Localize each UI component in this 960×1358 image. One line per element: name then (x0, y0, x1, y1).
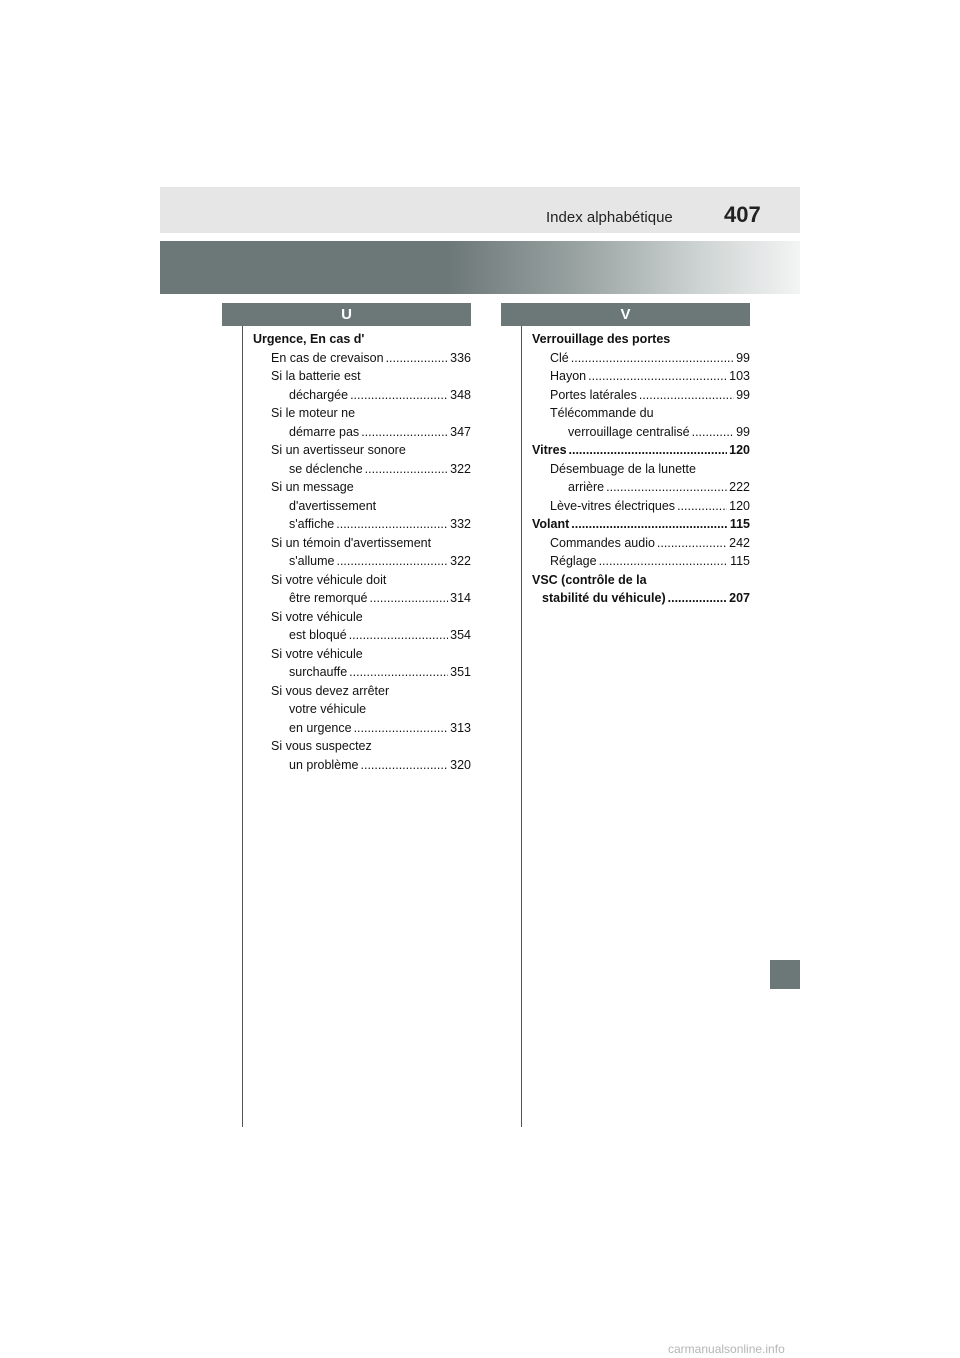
page-reference[interactable]: 103 (729, 369, 750, 383)
index-term: Si vous devez arrêter (271, 683, 390, 698)
page-reference[interactable]: 314 (450, 591, 471, 605)
index-term: se déclenche (289, 461, 363, 476)
page-reference[interactable]: 207 (729, 591, 750, 605)
index-entry (253, 367, 471, 386)
index-entry (253, 534, 471, 553)
index-entry (253, 478, 471, 497)
index-entry (532, 386, 750, 405)
index-term: verrouillage centralisé (568, 424, 690, 439)
index-entry (532, 552, 750, 571)
index-entry (532, 571, 750, 590)
page-reference[interactable]: 242 (729, 535, 750, 550)
index-entry (253, 460, 471, 479)
index-entry (253, 608, 471, 627)
index-term: Si votre véhicule (271, 609, 363, 624)
dot-leader (365, 460, 448, 479)
index-entry (253, 700, 471, 719)
index-term: Hayon (550, 369, 587, 383)
section-header-v: V (501, 303, 750, 326)
page-reference[interactable]: 120 (729, 443, 750, 457)
index-term: stabilité du véhicule) (542, 591, 666, 605)
index-entry (253, 737, 471, 756)
index-entry (532, 460, 750, 479)
index-term: Si un message (271, 480, 354, 494)
index-entry (253, 497, 471, 516)
page-reference[interactable]: 115 (729, 517, 750, 531)
dot-leader (349, 663, 448, 682)
index-entry (253, 682, 471, 701)
dot-leader (571, 349, 734, 368)
index-term: Urgence, En cas d' (253, 332, 365, 346)
chapter-tab-marker (770, 960, 800, 989)
dot-leader (569, 441, 728, 460)
index-entry (532, 367, 750, 386)
page-reference[interactable]: 354 (450, 628, 471, 642)
dot-leader (370, 589, 449, 608)
dot-leader (361, 423, 448, 442)
index-entry (532, 441, 750, 460)
index-term: arrière (568, 480, 605, 494)
dot-leader (336, 552, 448, 571)
index-entry (253, 571, 471, 590)
index-entry (532, 478, 750, 497)
index-entry (532, 404, 750, 423)
index-term: Clé (550, 350, 569, 365)
index-term: Réglage (550, 554, 597, 568)
index-entry (532, 423, 750, 442)
page-reference[interactable]: 347 (450, 424, 471, 439)
index-term: Commandes audio (550, 535, 655, 550)
index-term: Si votre véhicule (271, 646, 363, 661)
page-reference[interactable]: 351 (450, 665, 471, 679)
page-reference[interactable]: 322 (450, 554, 471, 568)
page-title: Index alphabétique (546, 209, 673, 226)
index-term: est bloqué (289, 628, 347, 642)
index-entry (253, 663, 471, 682)
index-term: s'allume (289, 554, 335, 568)
watermark: carmanualsonline.info (668, 1342, 785, 1356)
index-term: être remorqué (289, 591, 368, 605)
dot-leader (354, 719, 449, 738)
index-term: s'affiche (289, 517, 335, 531)
page-reference[interactable]: 336 (450, 350, 471, 365)
page-reference[interactable]: 99 (736, 387, 750, 402)
index-term: Lève-vitres électriques (550, 498, 676, 513)
section-header-u: U (222, 303, 471, 326)
decorative-banner (160, 241, 800, 294)
dot-leader (692, 423, 735, 442)
dot-leader (657, 534, 727, 553)
page-reference[interactable]: 99 (736, 350, 750, 365)
dot-leader (350, 386, 448, 405)
dot-leader (349, 626, 448, 645)
index-column-u (253, 330, 471, 774)
index-entry (253, 589, 471, 608)
index-entry (253, 330, 471, 349)
page-reference[interactable]: 120 (729, 498, 750, 513)
header-bar (160, 187, 800, 233)
index-entry (253, 626, 471, 645)
index-entry (532, 497, 750, 516)
index-term: en urgence (289, 720, 352, 735)
dot-leader (361, 756, 449, 775)
page-reference[interactable]: 99 (736, 424, 750, 439)
index-entry (532, 330, 750, 349)
dot-leader (639, 386, 734, 405)
page-reference[interactable]: 313 (450, 720, 471, 735)
page-reference[interactable]: 348 (450, 387, 471, 402)
index-term: VSC (contrôle de la (532, 572, 647, 587)
index-term: Si votre véhicule doit (271, 572, 387, 587)
dot-leader (571, 515, 728, 534)
index-entry (253, 756, 471, 775)
index-term: déchargée (289, 387, 349, 402)
dot-leader (386, 349, 449, 368)
page-reference[interactable]: 322 (450, 461, 471, 476)
index-term: En cas de crevaison (271, 350, 384, 365)
dot-leader (336, 515, 448, 534)
index-term: Télécommande du (550, 406, 654, 420)
index-entry (532, 534, 750, 553)
index-entry (253, 441, 471, 460)
index-term: démarre pas (289, 424, 360, 439)
index-term: votre véhicule (289, 702, 367, 716)
index-entry (253, 552, 471, 571)
index-term: Si un avertisseur sonore (271, 443, 406, 457)
page-reference[interactable]: 115 (730, 554, 750, 568)
dot-leader (677, 497, 727, 516)
index-entry (253, 404, 471, 423)
page-reference[interactable]: 332 (450, 517, 471, 531)
index-term: surchauffe (289, 665, 348, 679)
dot-leader (668, 589, 728, 608)
index-term: Si vous suspectez (271, 739, 372, 753)
page-number: 407 (724, 202, 761, 227)
index-column-v (532, 330, 750, 608)
page-reference[interactable]: 320 (450, 757, 471, 772)
dot-leader (606, 478, 727, 497)
dot-leader (588, 367, 727, 386)
index-entry (532, 349, 750, 368)
index-entry (253, 349, 471, 368)
index-entry (253, 423, 471, 442)
index-term: Vitres (532, 443, 567, 457)
index-entry (253, 515, 471, 534)
index-entry (253, 386, 471, 405)
column-divider-v (521, 326, 522, 1127)
page-reference[interactable]: 222 (729, 480, 750, 494)
index-term: Si la batterie est (271, 369, 361, 383)
index-entry (532, 515, 750, 534)
dot-leader (599, 552, 728, 571)
index-entry (253, 719, 471, 738)
column-divider-u (242, 326, 243, 1127)
index-term: Désembuage de la lunette (550, 461, 696, 476)
index-term: Si un témoin d'avertissement (271, 535, 432, 550)
index-term: Volant (532, 517, 570, 531)
index-term: Verrouillage des portes (532, 332, 671, 346)
index-term: Si le moteur ne (271, 406, 356, 420)
index-term: d'avertissement (289, 498, 377, 513)
index-entry (253, 645, 471, 664)
index-term: un problème (289, 757, 359, 772)
index-term: Portes latérales (550, 387, 637, 402)
index-entry (532, 589, 750, 608)
